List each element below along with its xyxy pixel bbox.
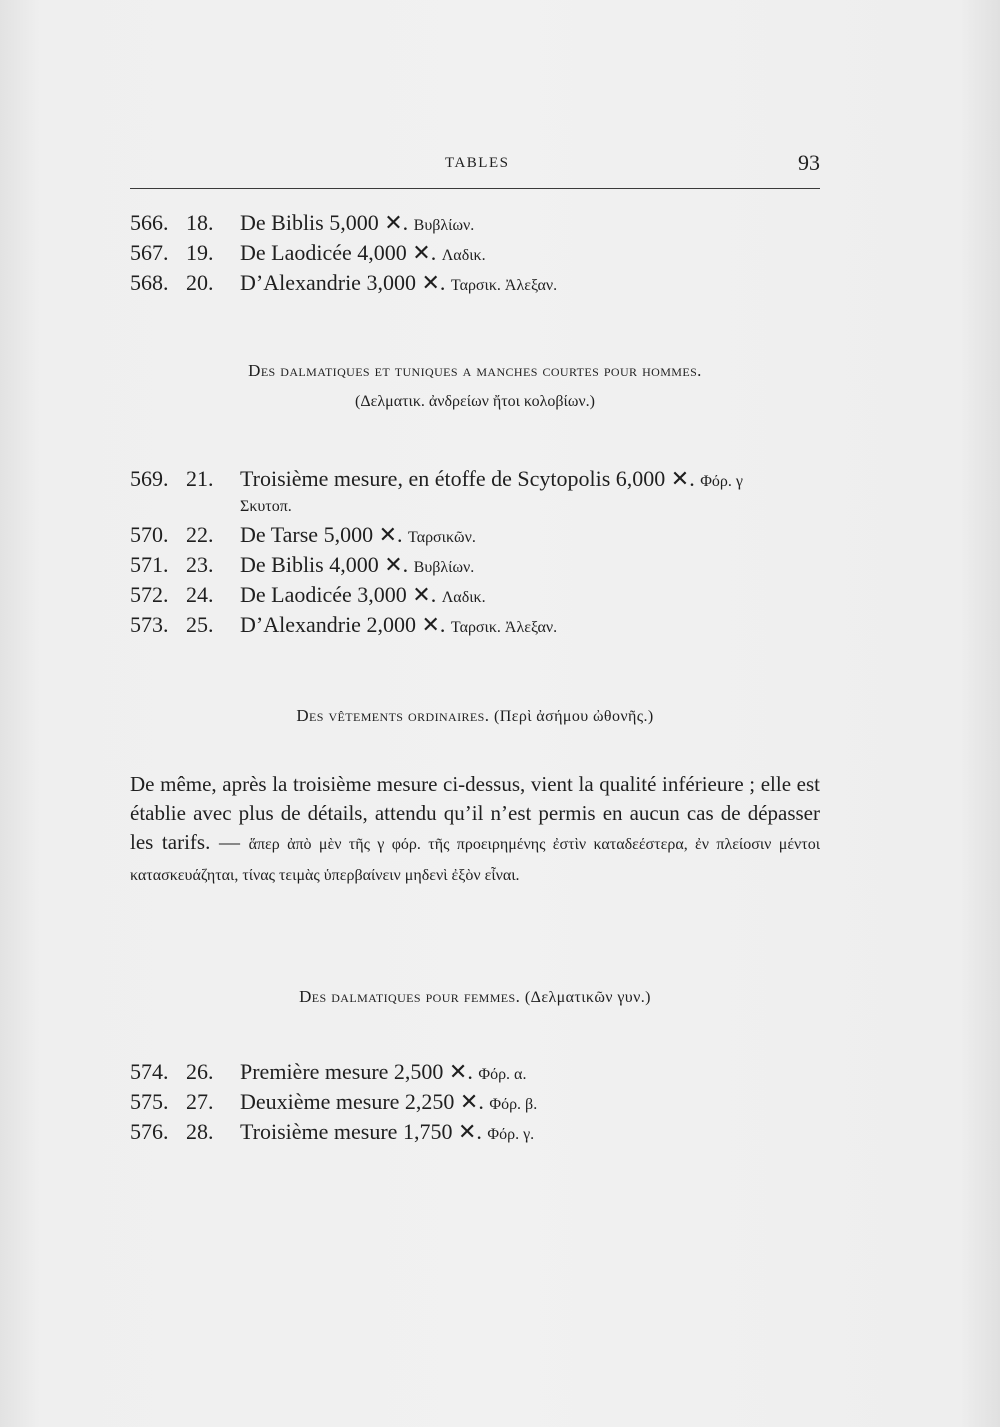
section-heading-women-dalmatics [130,983,820,1012]
entry-number: 575. [130,1089,169,1114]
section-heading-ordinary-garments [130,702,820,731]
entry-number: 570. [130,522,169,547]
entry-number: 574. [130,1059,169,1084]
entry-greek: Ταρσικ. Ἀλεξαν. [450,277,558,294]
entry-index: 26. [186,1059,214,1084]
entry-number: 572. [130,582,169,607]
price-entry [130,610,830,640]
entry-text: Deuxième mesure 2,250 ✕. [240,1089,484,1114]
entry-text: De Biblis 5,000 ✕. [240,210,409,235]
entry-number: 568. [130,270,169,295]
entry-text: De Laodicée 3,000 ✕. [240,582,437,607]
entry-index: 22. [186,522,214,547]
price-entry [130,520,830,550]
entry-index: 20. [186,270,214,295]
page-number: 93 [798,150,820,175]
entry-text: De Laodicée 4,000 ✕. [240,240,437,265]
entry-index: 27. [186,1089,214,1114]
section-heading-greek: (Περὶ ἀσήμου ὠθονῆς.) [494,708,654,725]
entry-text: Troisième mesure, en étoffe de Scytopolis 6,000 ✕. [240,466,695,491]
entry-number: 566. [130,210,169,235]
entry-text: Troisième mesure 1,750 ✕. [240,1119,482,1144]
price-list-group-1 [130,208,830,298]
section-heading-text: Des vêtements ordinaires. [296,706,490,725]
price-entry [130,1117,830,1147]
entry-greek: Φόρ. γ. [487,1126,535,1143]
entry-index: 18. [186,210,214,235]
entry-text: D’Alexandrie 3,000 ✕. [240,270,446,295]
entry-text: Première mesure 2,500 ✕. [240,1059,473,1084]
price-entry [130,550,830,580]
paragraph-french: De même, après la troisième mesure ci-dessus, vient la qualité inférieure ; elle est établie avec plus de détails, attendu qu’il n’est permis en aucun cas de dépasser les tarifs. — [130,772,820,854]
entry-number: 573. [130,612,169,637]
entry-greek: Φόρ. α. [478,1066,527,1083]
entry-text: D’Alexandrie 2,000 ✕. [240,612,446,637]
entry-index: 19. [186,240,214,265]
entry-index: 21. [186,466,214,491]
entry-index: 28. [186,1119,214,1144]
running-title: TABLES [445,155,510,171]
entry-number: 567. [130,240,169,265]
entry-greek: Βυβλίων. [413,559,475,576]
entry-greek: Φόρ. β. [489,1096,538,1113]
entry-continuation: Σκυτοπ. [240,498,292,515]
price-entry [130,268,830,298]
entry-greek: Ταρσικῶν. [408,529,476,546]
entry-number: 569. [130,466,169,491]
entry-greek: Λαδικ. [441,589,486,606]
price-entry [130,238,830,268]
entry-greek: Βυβλίων. [413,217,475,234]
price-entry [130,1087,830,1117]
price-entry [130,580,830,610]
entry-index: 23. [186,552,214,577]
section-greek-men-dalmatics: (Δελματικ. ἀνδρείων ἤτοι κολοβίων.) [355,393,595,410]
entry-number: 571. [130,552,169,577]
price-list-group-3 [130,1057,830,1147]
paragraph-greek: ἅπερ ἀπὸ μὲν τῆς γ φόρ. τῆς προειρημένης ἐστὶν καταδεέστερα, ἐν πλείοσιν μέντοι κατασκευάζηται, τίνας τειμὰς ὑπερβαίνειν μηδενὶ ἐξὸν εἶναι. [130,836,821,884]
entry-greek: Ταρσικ. Ἀλεξαν. [450,619,558,636]
price-list-group-2 [130,464,830,640]
entry-number: 576. [130,1119,169,1144]
entry-index: 24. [186,582,214,607]
entry-text: De Biblis 4,000 ✕. [240,552,409,577]
page-header [130,150,820,180]
price-entry [130,208,830,238]
price-entry [130,464,830,494]
section-heading-greek: (Δελματικῶν γυν.) [524,989,651,1006]
entry-greek: Φόρ. γ [700,473,743,490]
header-rule [130,188,820,189]
section-heading-text: Des dalmatiques pour femmes. [299,987,521,1006]
entry-index: 25. [186,612,214,637]
price-entry [130,1057,830,1087]
entry-greek: Λαδικ. [441,247,486,264]
section-heading-men-dalmatics: Des dalmatiques et tuniques a manches courtes pour hommes. [248,361,702,380]
entry-text: De Tarse 5,000 ✕. [240,522,403,547]
body-paragraph [130,770,820,890]
